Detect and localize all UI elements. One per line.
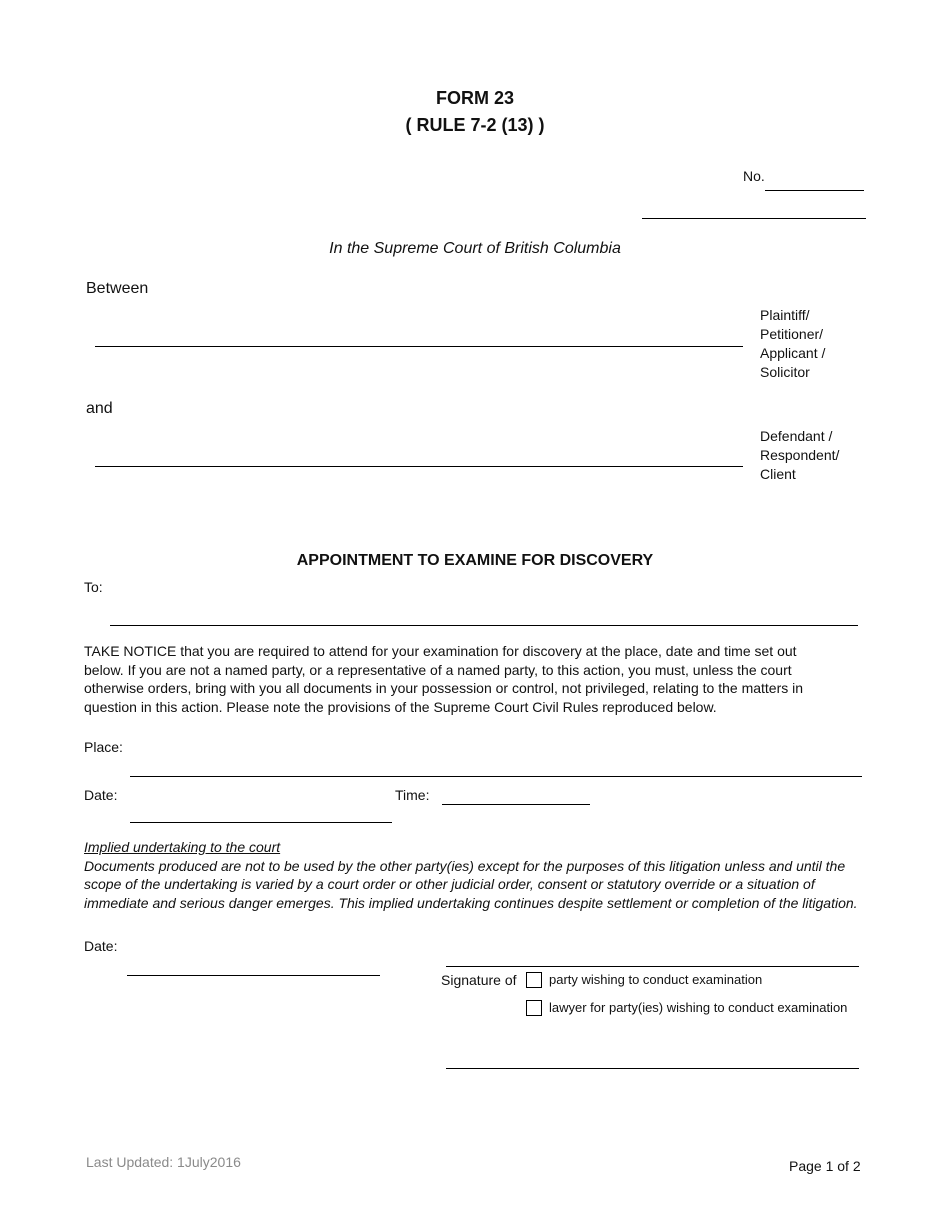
party-checkbox[interactable]: [526, 972, 542, 988]
defendant-name-line[interactable]: [95, 466, 743, 467]
and-label: and: [86, 400, 113, 417]
number-field-line[interactable]: [765, 190, 864, 191]
place-label: Place:: [84, 739, 123, 755]
defendant-role: Client: [760, 466, 796, 482]
undertaking-line: scope of the undertaking is varied by a court order or other judicial order, consent or statutory override or a situation of: [84, 876, 815, 893]
plaintiff-role: Petitioner/: [760, 326, 824, 342]
number-label: No.: [743, 168, 765, 184]
notice-line: question in this action. Please note the provisions of the Supreme Court Civil Rules reproduced below.: [84, 698, 717, 715]
date-label: Date:: [84, 787, 118, 803]
to-label: To:: [84, 579, 103, 595]
defendant-role: Respondent/: [760, 447, 840, 463]
signature-date-line[interactable]: [127, 975, 380, 976]
signature-date-label: Date:: [84, 938, 118, 954]
signatory-name-line[interactable]: [446, 1068, 859, 1069]
date-field-line[interactable]: [130, 822, 392, 823]
plaintiff-role: Applicant /: [760, 345, 826, 361]
lawyer-option-label: lawyer for party(ies) wishing to conduct examination: [549, 1000, 848, 1015]
defendant-role: Defendant /: [760, 428, 833, 444]
page-number: Page 1 of 2: [789, 1158, 861, 1174]
plaintiff-name-line[interactable]: [95, 346, 743, 347]
plaintiff-role: Solicitor: [760, 364, 810, 380]
undertaking-line: Documents produced are not to be used by the other party(ies) except for the purposes of this litigation unless and until the: [84, 857, 846, 874]
place-field-line[interactable]: [130, 776, 862, 777]
notice-paragraph: [84, 642, 884, 716]
form-rule: ( RULE 7-2 (13) ): [405, 115, 545, 135]
notice-line: TAKE NOTICE that you are required to attend for your examination for discovery at the place, date and time set out: [84, 643, 797, 659]
party-option-label: party wishing to conduct examination: [549, 972, 763, 987]
lawyer-checkbox[interactable]: [526, 1000, 542, 1016]
signature-line[interactable]: [446, 966, 859, 967]
form-heading: APPOINTMENT TO EXAMINE FOR DISCOVERY: [296, 552, 654, 569]
registry-field-line[interactable]: [642, 218, 866, 219]
last-updated: Last Updated: 1July2016: [86, 1154, 241, 1170]
signature-of-label: Signature of: [441, 972, 517, 988]
time-label: Time:: [395, 787, 430, 803]
notice-line: otherwise orders, bring with you all documents in your possession or control, not privileged, relating to the matters in: [84, 680, 804, 697]
plaintiff-roles: [760, 306, 825, 382]
undertaking-title: Implied undertaking to the court: [84, 839, 281, 855]
notice-line: below. If you are not a named party, or a representative of a named party, to this action, you must, unless the court: [84, 661, 792, 678]
defendant-roles: [760, 427, 839, 484]
undertaking-line: immediate and serious danger emerges. This implied undertaking continues despite settlement or completion of the litigation.: [84, 894, 858, 911]
time-field-line[interactable]: [442, 804, 590, 805]
between-label: Between: [86, 280, 149, 297]
plaintiff-role: Plaintiff/: [760, 307, 810, 323]
undertaking-block: [84, 838, 858, 912]
to-field-line[interactable]: [110, 625, 858, 626]
form-title: FORM 23: [435, 88, 514, 108]
court-name: In the Supreme Court of British Columbia: [329, 240, 621, 257]
